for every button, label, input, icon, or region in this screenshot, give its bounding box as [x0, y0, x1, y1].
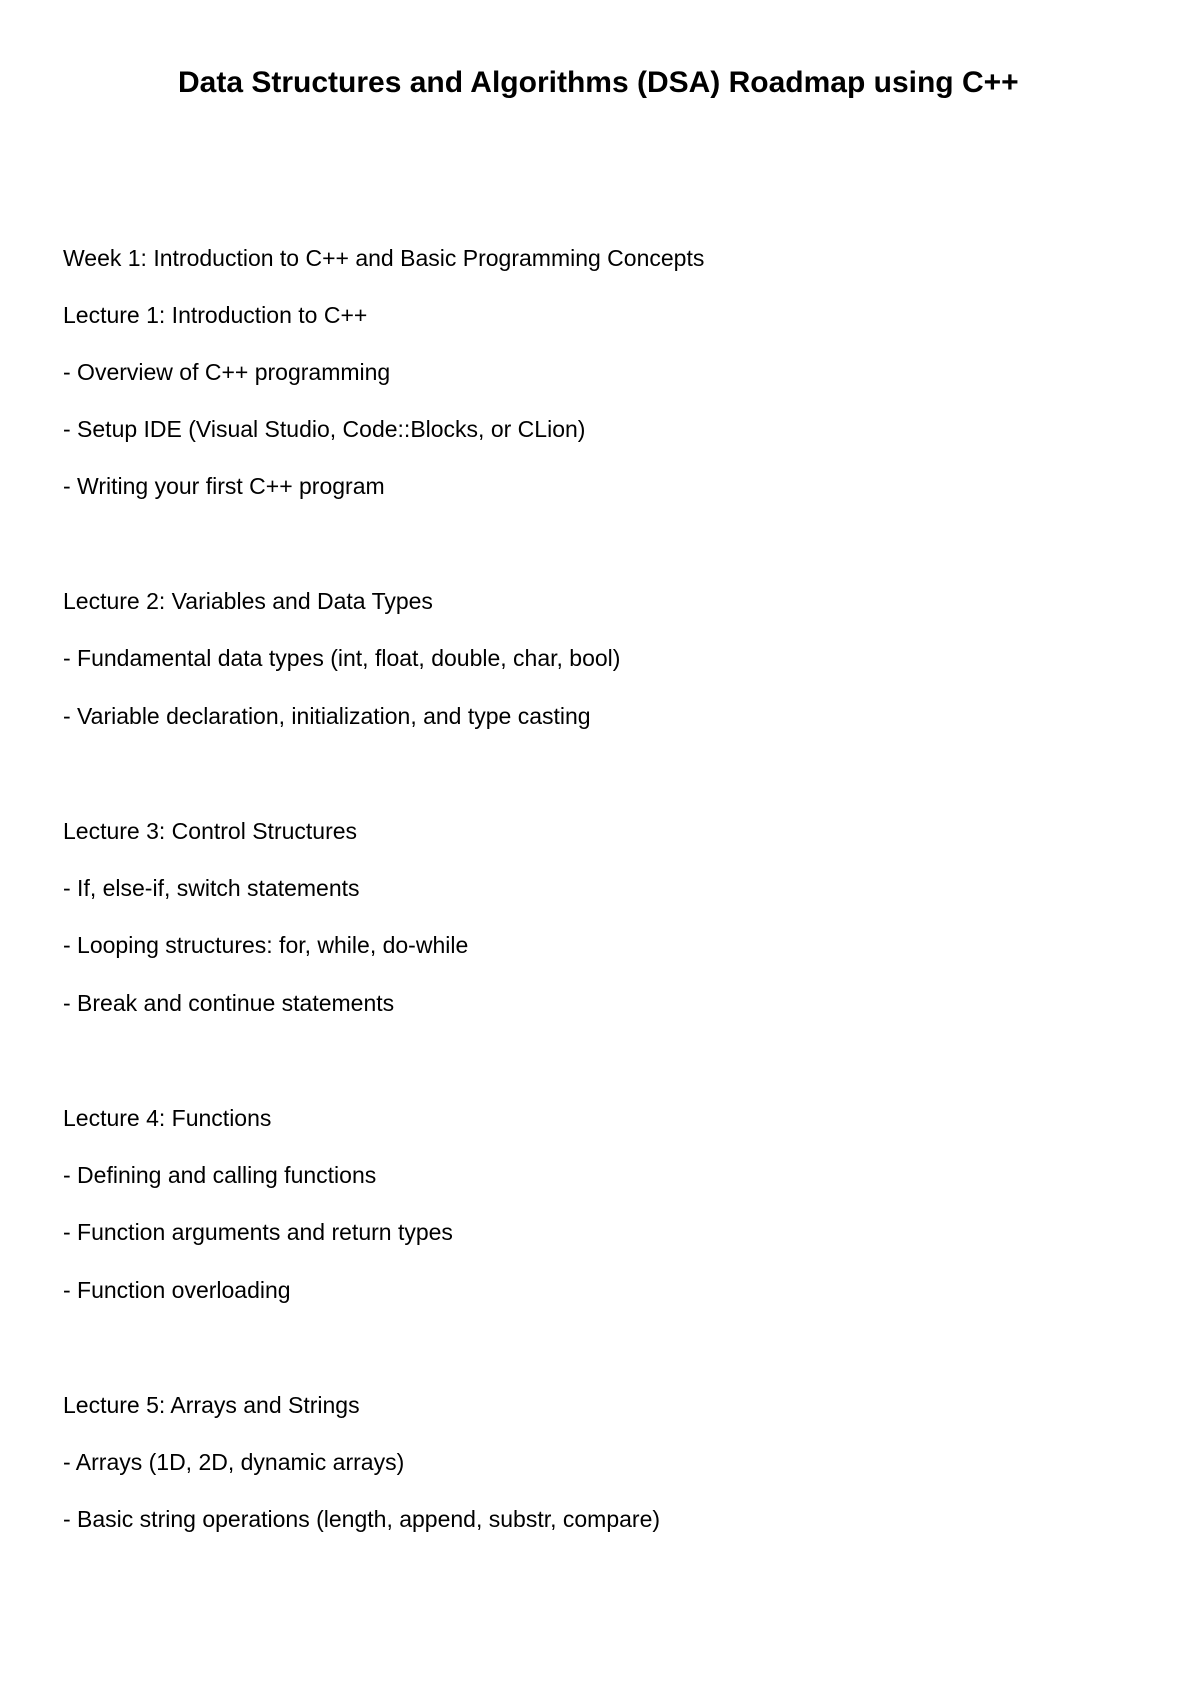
- lecture-2-heading: Lecture 2: Variables and Data Types: [63, 588, 433, 614]
- lecture-3-item: - Break and continue statements: [63, 990, 395, 1016]
- document-title: Data Structures and Algorithms (DSA) Roadmap using C++: [178, 66, 1019, 99]
- week-1-heading: Week 1: Introduction to C++ and Basic Programming Concepts: [63, 245, 705, 271]
- lecture-5-item: - Arrays (1D, 2D, dynamic arrays): [63, 1449, 405, 1475]
- lecture-1-item: - Overview of C++ programming: [63, 359, 391, 385]
- lecture-1-heading: Lecture 1: Introduction to C++: [63, 302, 368, 328]
- lecture-2-item: - Fundamental data types (int, float, double, char, bool): [63, 645, 621, 671]
- lecture-4-item: - Function arguments and return types: [63, 1219, 453, 1245]
- lecture-4-item: - Defining and calling functions: [63, 1162, 377, 1188]
- lecture-1-item: - Writing your first C++ program: [63, 473, 385, 499]
- lecture-3-item: - Looping structures: for, while, do-while: [63, 932, 469, 958]
- lecture-3-item: - If, else-if, switch statements: [63, 875, 360, 901]
- lecture-3-heading: Lecture 3: Control Structures: [63, 818, 358, 844]
- lecture-4-item: - Function overloading: [63, 1277, 291, 1303]
- lecture-5-item: - Basic string operations (length, append, substr, compare): [63, 1506, 661, 1532]
- lecture-4-heading: Lecture 4: Functions: [63, 1105, 272, 1131]
- lecture-1-item: - Setup IDE (Visual Studio, Code::Blocks, or CLion): [63, 416, 586, 442]
- lecture-2-item: - Variable declaration, initialization, and type casting: [63, 703, 591, 729]
- lecture-5-heading: Lecture 5: Arrays and Strings: [63, 1392, 360, 1418]
